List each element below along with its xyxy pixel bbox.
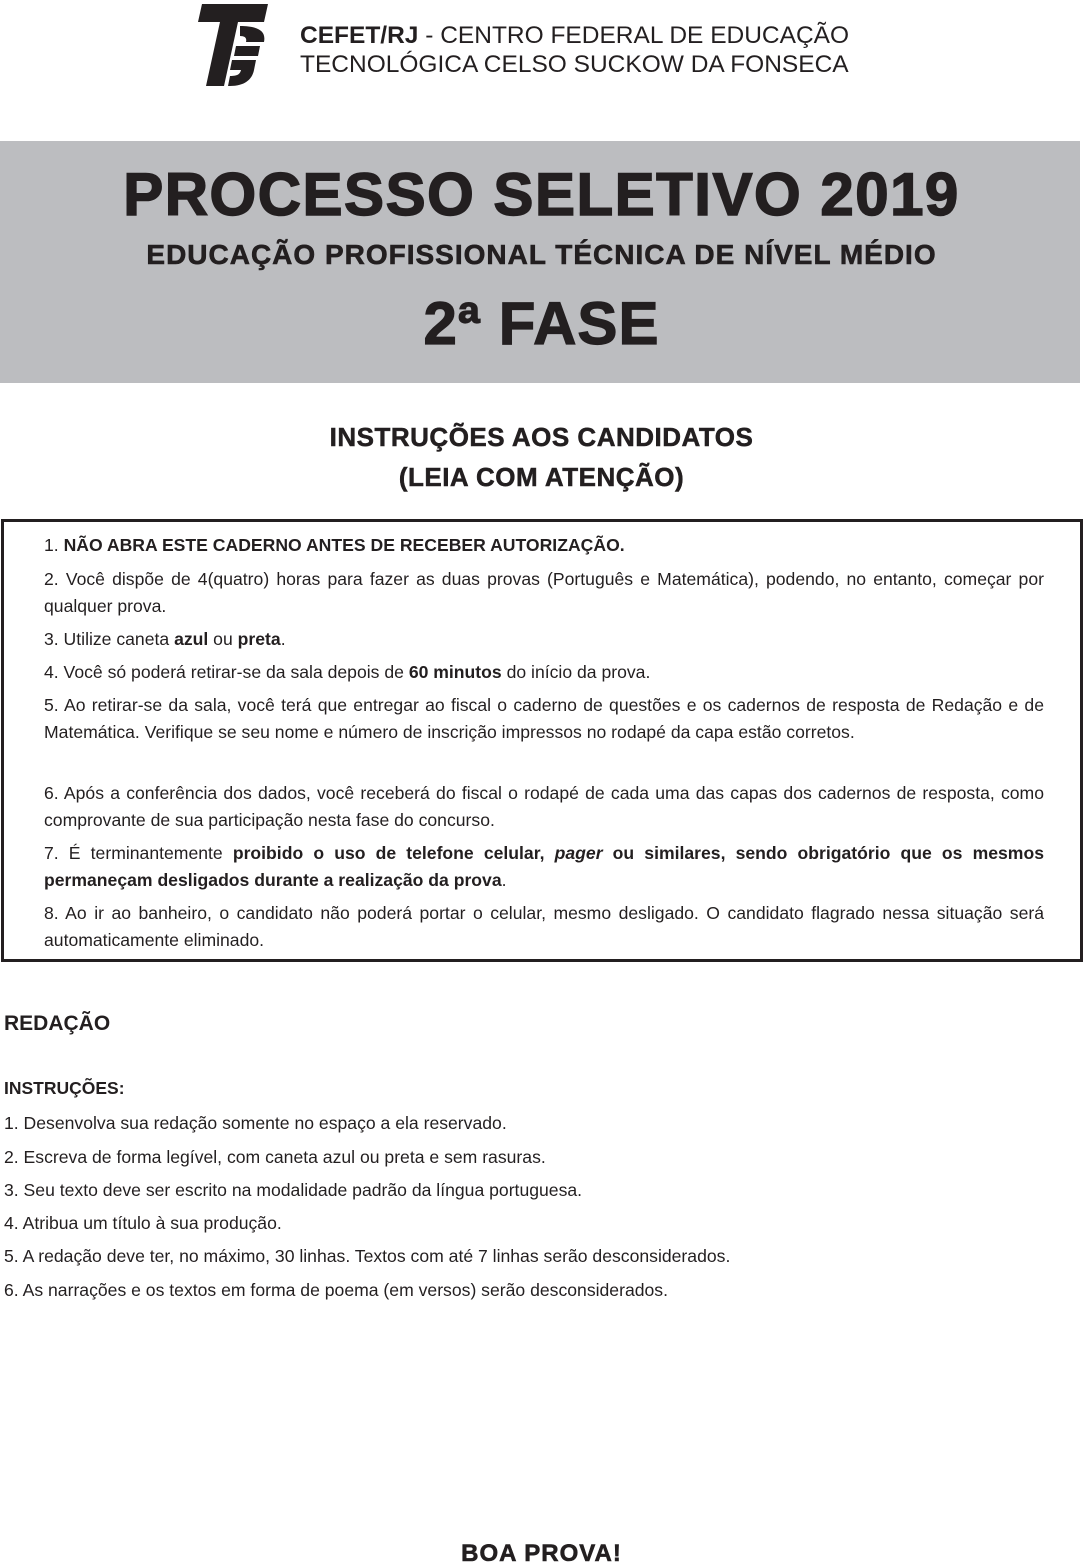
instruction-emphasis: proibido o uso de telefone celular, [232,843,555,863]
instruction-item-4 [44,659,1044,686]
instructions-subtitle: (LEIA COM ATENÇÃO) [398,462,685,492]
instruction-emphasis: NÃO ABRA ESTE CADERNO ANTES DE RECEBER AUTORIZAÇÃO. [63,535,625,555]
header [0,0,1083,100]
cefet-logo-icon [180,0,270,90]
instruction-emphasis: ou similares, sendo obrigatório que os mesmos permaneçam desligados durante a realização da prova [44,843,1044,890]
redacao-item: 6. As narrações e os textos em forma de poema (em versos) serão desconsiderados. [4,1280,668,1300]
redacao-item: 2. Escreva de forma legível, com caneta azul ou preta e sem rasuras. [4,1147,546,1167]
instruction-emphasis: azul [174,629,209,649]
boa-prova-footer: BOA PROVA! [461,1540,622,1567]
instruction-text: 3. Utilize caneta [44,629,175,649]
instruction-item-6: 6. Após a conferência dos dados, você receberá do fiscal o rodapé de cada uma das capas dos cadernos de resposta, como comprovante de sua participação nesta fase do concurso. [44,783,1044,830]
exam-phase: 2ª FASE [423,290,660,357]
redacao-item: 3. Seu texto deve ser escrito na modalidade padrão da língua portuguesa. [4,1180,583,1200]
instruction-emphasis: preta [237,629,281,649]
instruction-text: 7. É terminantemente [44,843,233,863]
instruction-item-1 [44,532,1044,559]
instructions-box [1,519,1083,962]
exam-title: PROCESSO SELETIVO 2019 [123,161,960,228]
institution-acronym: CEFET/RJ [300,22,419,49]
institution-name [300,21,849,79]
redacao-item: 1. Desenvolva sua redação somente no espaço a ela reservado. [4,1113,507,1133]
redacao-item: 5. A redação deve ter, no máximo, 30 linhas. Textos com até 7 linhas serão desconsiderados. [4,1246,731,1266]
instruction-emphasis: 60 minutos [408,662,502,682]
institution-line2: TECNOLÓGICA CELSO SUCKOW DA FONSECA [300,51,849,78]
institution-line1: - CENTRO FEDERAL DE EDUCAÇÃO [418,22,850,49]
instructions-title: INSTRUÇÕES AOS CANDIDATOS [329,422,754,452]
instruction-text: do início da prova. [501,662,651,682]
instruction-item-8: 8. Ao ir ao banheiro, o candidato não poderá portar o celular, mesmo desligado. O candidato flagrado nessa situação será automaticamente eliminado. [44,903,1044,950]
instruction-emphasis-italic: pager [554,843,603,863]
instruction-item-5: 5. Ao retirar-se da sala, você terá que entregar ao fiscal o caderno de questões e os cadernos de resposta de Redação e de Matemática. Verifique se seu nome e número de inscrição impressos no rodapé da capa estão corretos. [44,695,1044,742]
instruction-number: 1. [44,535,64,555]
instruction-text: . [280,629,286,649]
instruction-text: 4. Você só poderá retirar-se da sala depois de [44,662,409,682]
redacao-title: REDAÇÃO [4,1012,111,1035]
instruction-item-3 [44,626,1044,653]
instruction-text: ou [208,629,238,649]
instruction-text: . [501,870,507,890]
redacao-item: 4. Atribua um título à sua produção. [4,1213,282,1233]
exam-subtitle: EDUCAÇÃO PROFISSIONAL TÉCNICA DE NÍVEL MÉDIO [146,239,937,270]
instruction-item-7 [44,840,1044,894]
instruction-item-2: 2. Você dispõe de 4(quatro) horas para fazer as duas provas (Português e Matemática), podendo, no entanto, começar por qualquer prova. [44,569,1044,616]
redacao-instructions-heading: INSTRUÇÕES: [4,1078,125,1098]
